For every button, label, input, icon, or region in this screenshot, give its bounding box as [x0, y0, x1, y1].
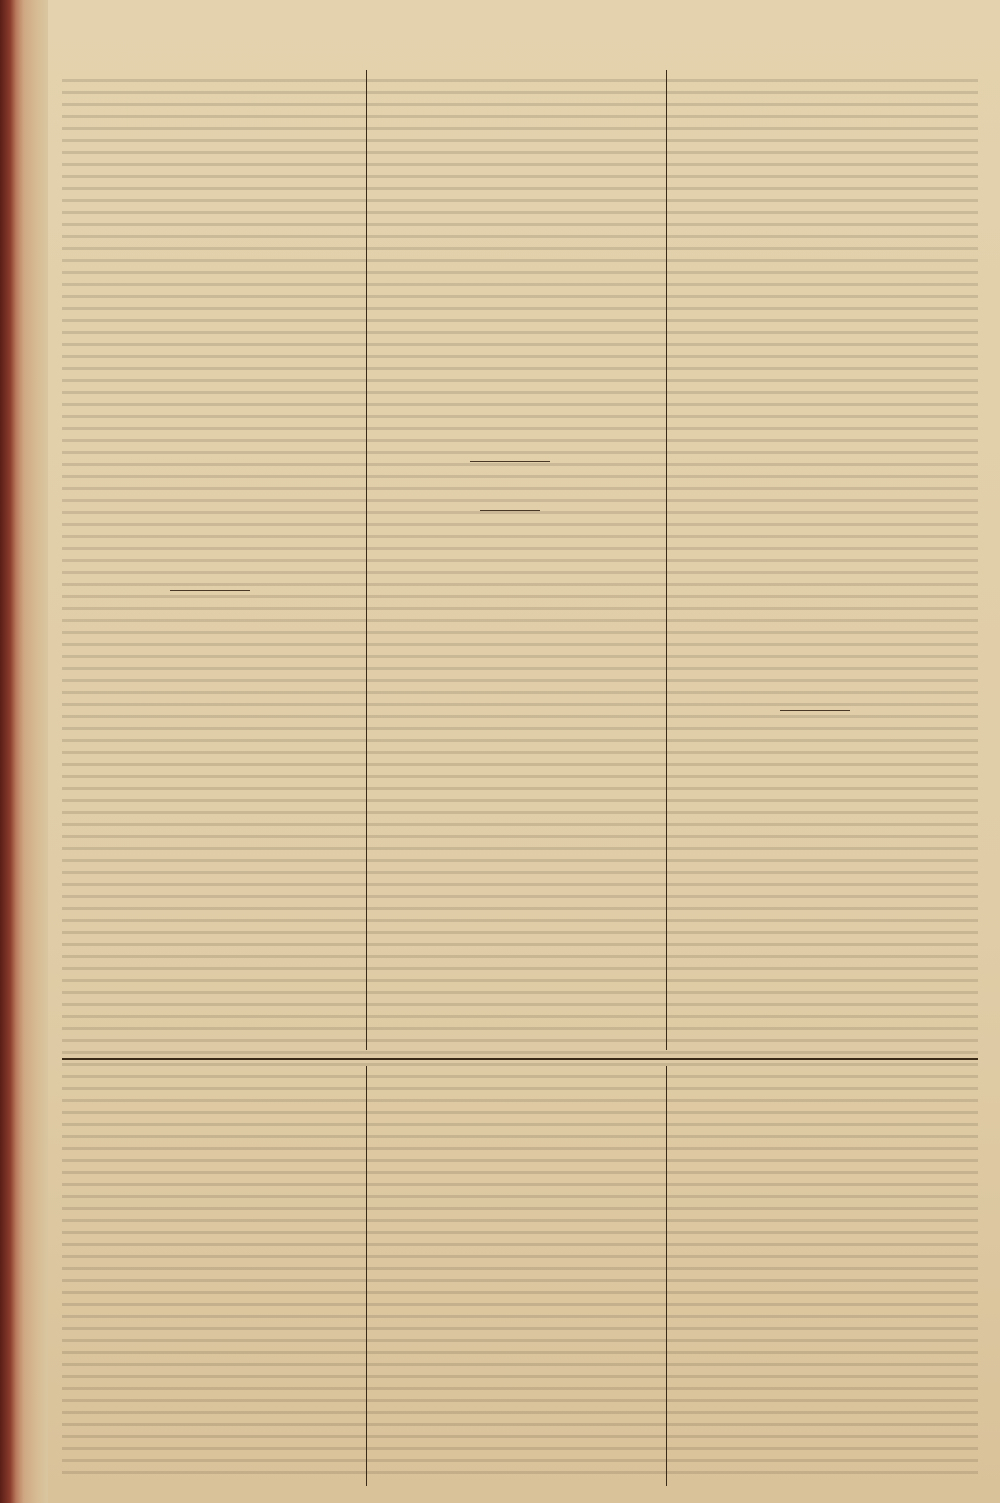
separator-1	[170, 590, 250, 591]
separator-4	[780, 710, 850, 711]
column-divider-bottom-2	[666, 1066, 667, 1486]
column-divider-bottom-1	[366, 1066, 367, 1486]
body-text-blocks	[62, 70, 978, 1480]
separator-3	[480, 510, 540, 511]
column-divider-2	[666, 70, 667, 1050]
separator-2	[470, 461, 550, 462]
binding-edge	[0, 0, 48, 1503]
horizontal-divider	[62, 1058, 978, 1060]
column-divider-1	[366, 70, 367, 1050]
